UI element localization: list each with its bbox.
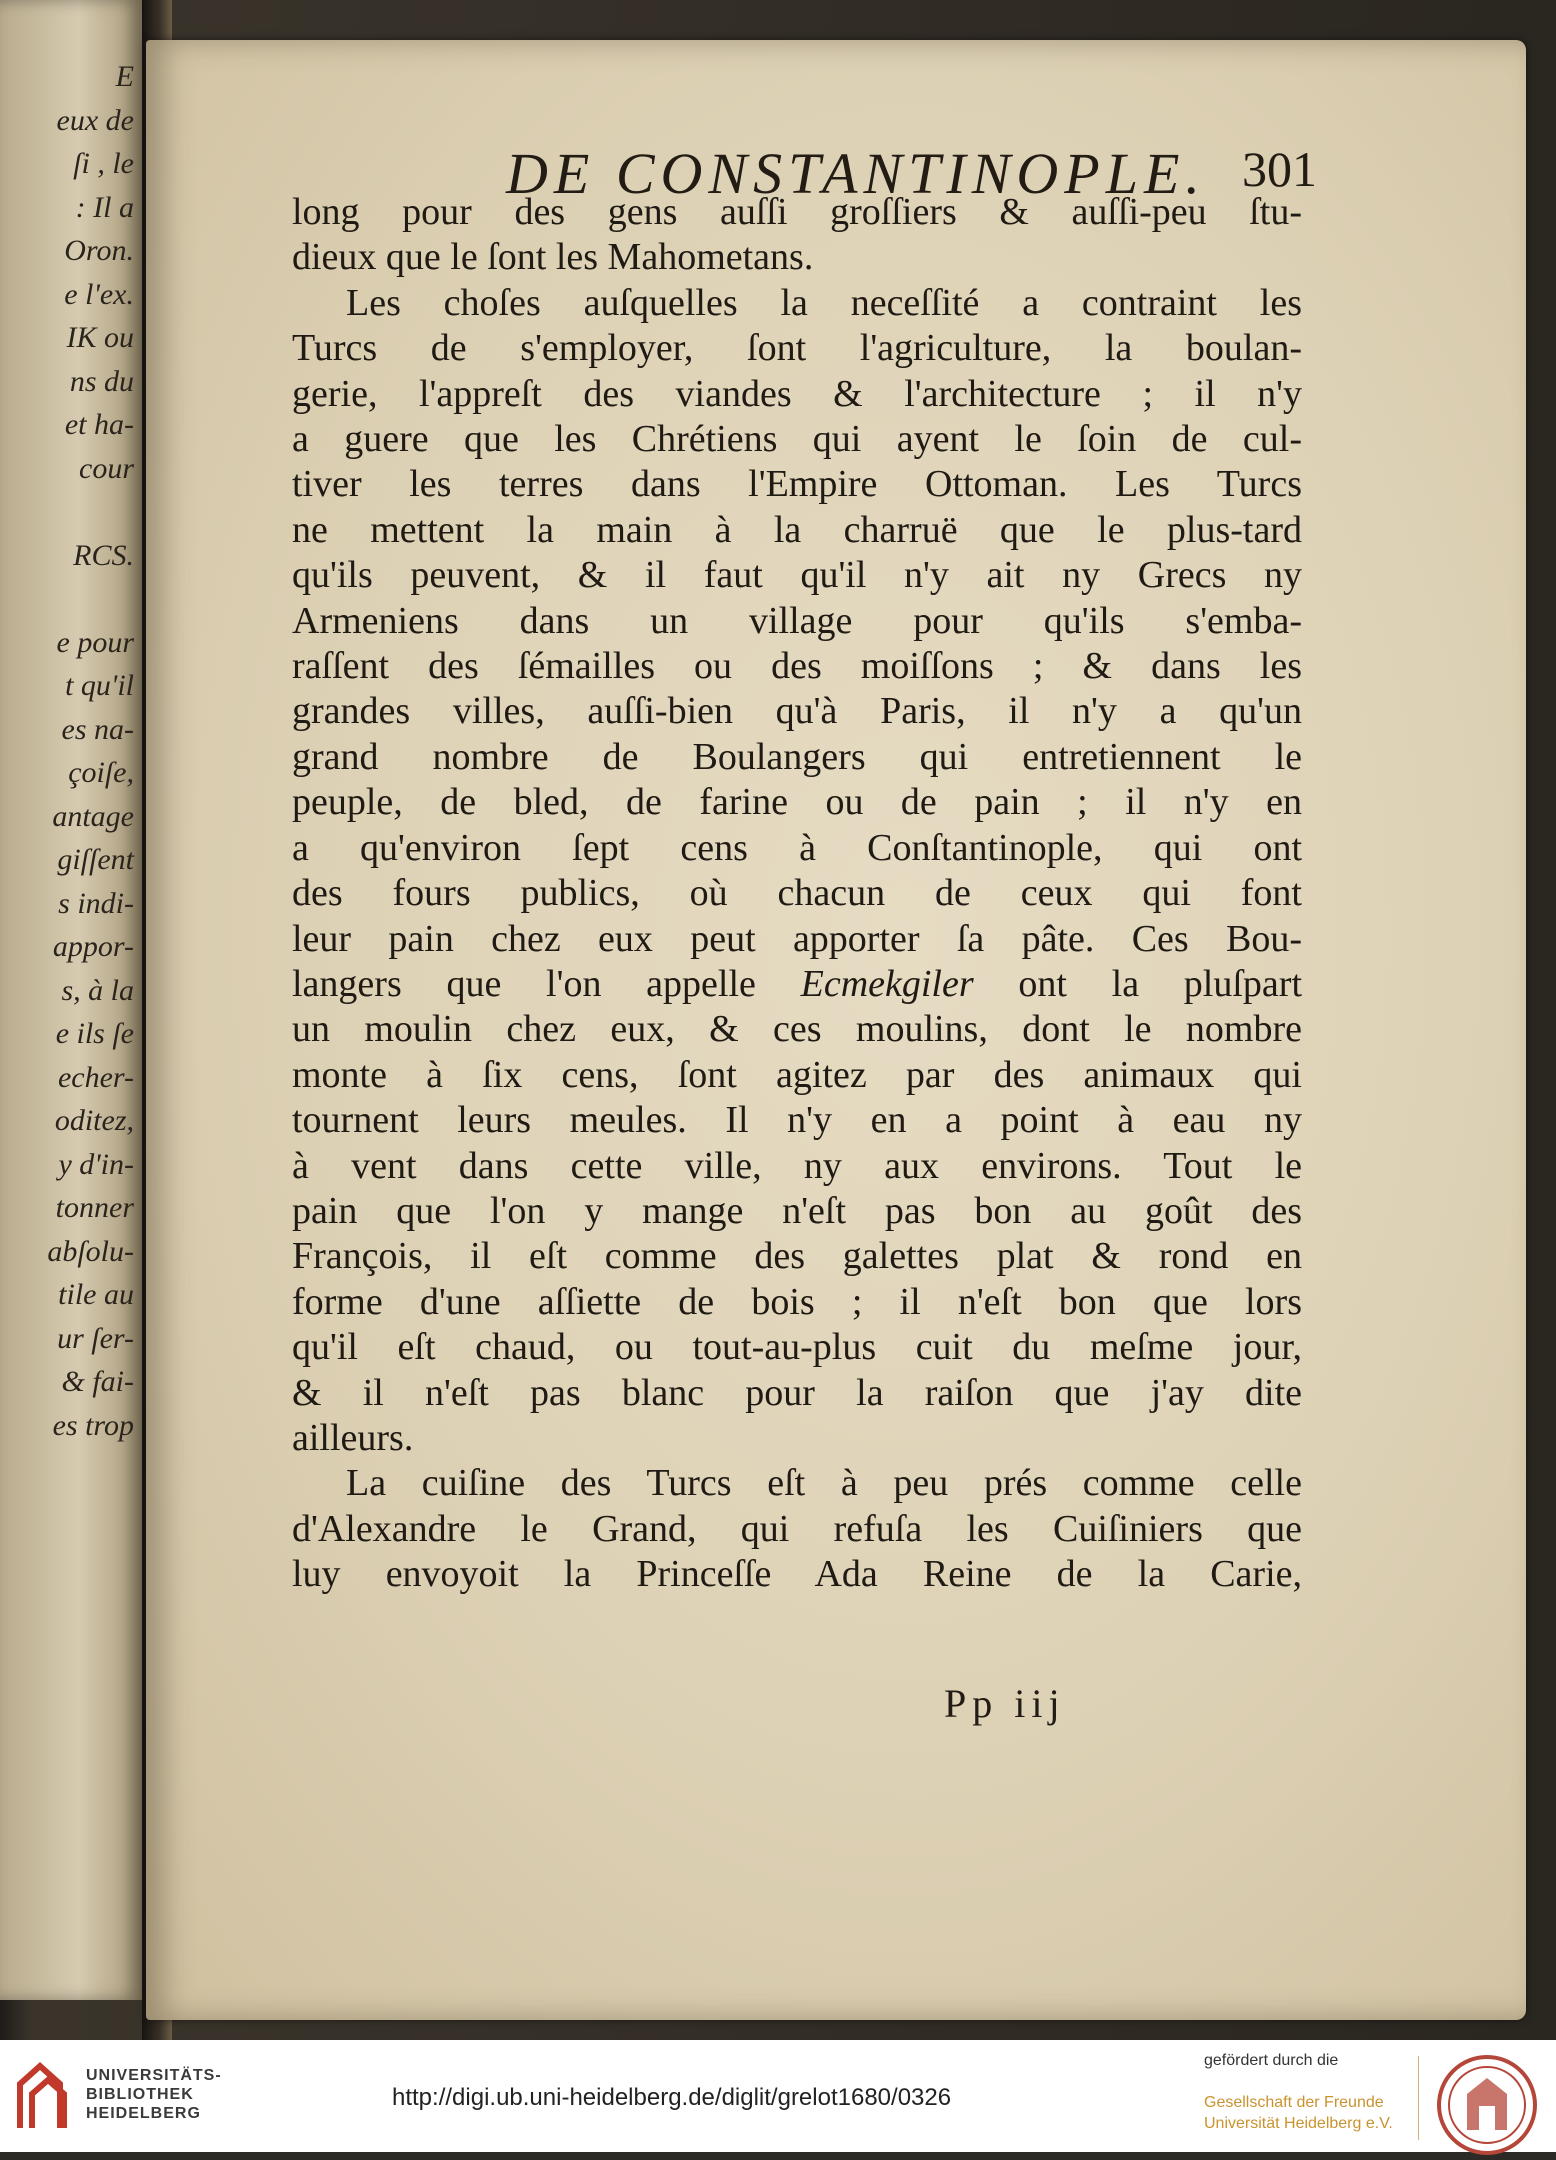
facing-page-line: eux de (56, 103, 134, 137)
sponsor-name-line: Universität Heidelberg e.V. (1204, 2115, 1393, 2132)
text-line: forme d'une aſſiette de bois ; il n'eſt bon que lors (292, 1280, 1302, 1323)
text-line: grand nombre de Boulangers qui entretiennent le (292, 735, 1302, 778)
facing-page-line: E (115, 60, 134, 93)
facing-page-line: es na- (61, 712, 134, 746)
text-line: qu'il eſt chaud, ou tout-au-plus cuit du meſme jour, (292, 1326, 1302, 1369)
library-name-line: BIBLIOTHEK (86, 2086, 194, 2103)
book-page (146, 40, 1526, 2020)
facing-page-line: echer- (57, 1060, 134, 1094)
text-line: monte à ſix cens, ſont agitez par des animaux qui (292, 1053, 1302, 1096)
facing-page-line: tonner (55, 1191, 134, 1224)
text-line: a guere que les Chrétiens qui ayent le ſoin de cul- (292, 418, 1302, 461)
text-line: grandes villes, auſſi-bien qu'à Paris, il n'y a qu'un (292, 690, 1302, 733)
text-line: gerie, l'appreſt des viandes & l'architecture ; il n'y (292, 372, 1302, 415)
facing-page-line: ur ſer- (57, 1321, 134, 1355)
sponsor-lead: gefördert durch die (1204, 2052, 1339, 2069)
facing-page-edge (0, 0, 142, 2000)
facing-page-line: : Il a (75, 190, 134, 224)
facing-page-line: e l'ex. (64, 277, 134, 311)
permalink-url[interactable]: http://digi.ub.uni-heidelberg.de/diglit/grelot1680/0326 (392, 2084, 952, 2111)
facing-page-line: t qu'il (65, 669, 134, 702)
signature-mark: Pp iij (944, 1681, 1066, 1726)
text-line: François, il eſt comme des galettes plat & rond en (292, 1235, 1302, 1278)
facing-page-line: giſſent (57, 843, 134, 876)
sponsor-name-line: Gesellschaft der Freunde (1204, 2094, 1384, 2111)
text-line: luy envoyoit la Princeſſe Ada Reine de la Carie, (292, 1553, 1302, 1596)
text-line: La cuiſine des Turcs eſt à peu prés comme celle (346, 1462, 1302, 1505)
running-head: DE CONSTANTINOPLE. (506, 141, 1206, 206)
text-line: pain que l'on y mange n'eſt pas bon au goût des (292, 1189, 1302, 1232)
page-number: 301 (1242, 141, 1317, 197)
facing-page-line: s indi- (58, 886, 134, 920)
facing-page-line: Oron. (64, 234, 134, 267)
facing-page-line: ſi , le (73, 147, 134, 180)
text-line: tiver les terres dans l'Empire Ottoman. Les Turcs (292, 463, 1302, 506)
facing-page-line: appor- (52, 930, 134, 963)
text-line: à vent dans cette ville, ny aux environs. Tout le (292, 1144, 1302, 1187)
library-name (86, 2066, 222, 2123)
text-line: raſſent des ſémailles ou des moiſſons ; & dans les (292, 645, 1302, 688)
facing-page-line: s, à la (61, 973, 134, 1007)
library-name-line: UNIVERSITÄTS- (86, 2067, 222, 2084)
text-line: Turcs de s'employer, ſont l'agriculture, la boulan- (292, 327, 1302, 370)
text-line: ne mettent la main à la charruë que le plus-tard (292, 508, 1302, 551)
text-line: leur pain chez eux peut apporter ſa pâte. Ces Bou- (292, 917, 1302, 960)
text-line: a qu'environ ſept cens à Conſtantinople, qui ont (292, 826, 1302, 869)
facing-page-line: abſolu- (47, 1234, 134, 1268)
facing-page-line: çoiſe, (68, 756, 134, 789)
text-line: peuple, de bled, de farine ou de pain ; il n'y en (292, 781, 1302, 824)
facing-page-line: e pour (56, 625, 134, 659)
footer-bar (0, 2040, 1556, 2152)
facing-page-line: es trop (52, 1408, 134, 1442)
body-text (292, 190, 1302, 1598)
text-line: Armeniens dans un village pour qu'ils s'emba- (292, 599, 1302, 642)
facing-page-line: RCS. (73, 538, 134, 572)
facing-page-line: et ha- (64, 408, 134, 441)
facing-page-line: & fai- (61, 1365, 134, 1398)
text-line: langers que l'on appelle Ecmekgiler ont la pluſpart (292, 962, 1303, 1005)
library-name-line: HEIDELBERG (86, 2105, 201, 2122)
university-seal-icon (1432, 2050, 1542, 2160)
text-line: Les choſes auſquelles la neceſſité a contraint les (346, 281, 1302, 324)
facing-page-line: e ils ſe (55, 1017, 134, 1050)
facing-page-line: antage (52, 799, 134, 833)
text-line: d'Alexandre le Grand, qui refuſa les Cuiſiniers que (292, 1507, 1302, 1550)
sponsor-name (1204, 2092, 1393, 2134)
library-logo-icon (14, 2054, 78, 2134)
facing-page-line: tile au (58, 1278, 134, 1311)
text-line: qu'ils peuvent, & il faut qu'il n'y ait ny Grecs ny (292, 554, 1302, 597)
text-line: ailleurs. (292, 1416, 414, 1459)
text-line: des fours publics, où chacun de ceux qui font (292, 872, 1302, 915)
divider (1418, 2056, 1419, 2140)
text-line: un moulin chez eux, & ces moulins, dont le nombre (292, 1008, 1302, 1051)
facing-page-line: oditez, (54, 1104, 134, 1137)
text-line: tournent leurs meules. Il n'y en a point à eau ny (292, 1099, 1302, 1142)
facing-page-line: IK ou (66, 321, 134, 354)
facing-page-line: ns du (69, 364, 134, 398)
text-line: long pour des gens auſſi groſſiers & auſſi-peu ſtu- (292, 191, 1302, 233)
facing-page-line: y d'in- (58, 1147, 134, 1181)
text-line: dieux que le ſont les Mahometans. (292, 236, 814, 279)
facing-page-line: cour (79, 451, 134, 485)
text-line: & il n'eſt pas blanc pour la raiſon que j'ay dite (292, 1371, 1302, 1414)
italic-term: Ecmekgiler (800, 962, 974, 1005)
